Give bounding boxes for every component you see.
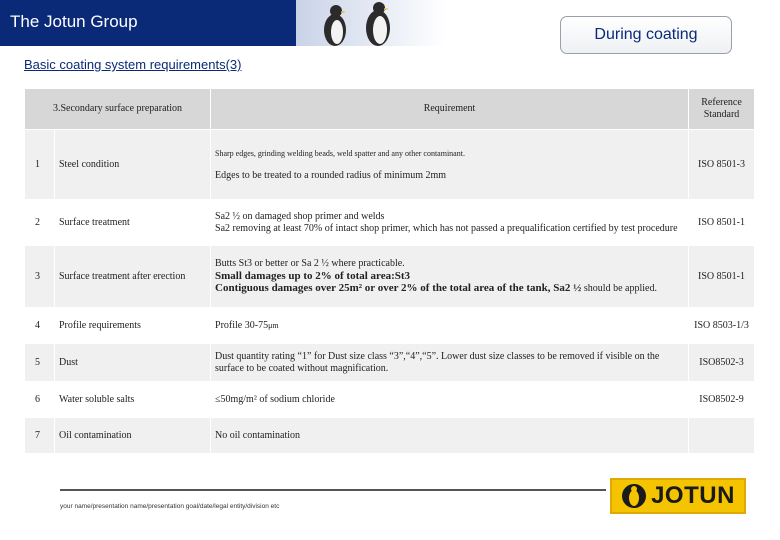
footer-divider [60,489,606,491]
row-item: Oil contamination [55,418,211,454]
row-requirement: ≤50mg/m² of sodium chloride [211,382,689,418]
table-row [25,200,755,246]
requirement-line: Butts St3 or better or Sa 2 ½ where practicable. [215,258,405,269]
requirements-table [24,88,755,454]
header-requirement: Requirement [211,89,689,130]
requirement-line: Edges to be treated to a rounded radius of minimum 2mm [215,169,447,181]
phase-label [560,16,732,54]
requirement-line: m [272,320,279,330]
row-standard: ISO8502-9 [689,382,755,418]
row-requirement: No oil contamination [211,418,689,454]
requirement-line: Contiguous damages over 25m² or over 2% of the total area of the tank, Sa2 ½ [215,282,582,294]
row-requirement [211,200,689,246]
requirement-line: Sharp edges, grinding welding beads, weld spatter and any other contaminant. [215,148,465,158]
table-row [25,130,755,200]
row-number: 7 [25,418,55,454]
row-number: 6 [25,382,55,418]
jotun-logo [610,478,746,514]
penguins-image [300,0,440,46]
table-row [25,418,755,454]
requirement-line: Sa2 ½ on damaged shop primer and welds [215,210,385,222]
row-number: 3 [25,246,55,308]
table-row [25,246,755,308]
phase-text: During coating [594,26,698,43]
header-band [0,0,296,46]
row-number: 2 [25,200,55,246]
row-requirement: Dust quantity rating “1” for Dust size class “3”,“4”,“5”. Lower dust size classes to be removed if visible on the surface to be coated without magnification. [211,344,689,382]
requirement-line: Profile 30-75 [215,319,269,331]
row-item: Profile requirements [55,308,211,344]
footer-text: your name/presentation name/presentation goal/date/legal entity/division etc [60,503,280,510]
slide-subtitle: Basic coating system requirements(3) [24,57,242,72]
row-item: Dust [55,344,211,382]
row-standard: ISO 8501-3 [689,130,755,200]
table-header-row [25,89,755,130]
row-requirement [211,246,689,308]
header-title: The Jotun Group [10,12,138,31]
row-number: 4 [25,308,55,344]
requirement-line: Sa2 removing at least 70% of intact shop primer, which has not passed a prequalification certified by test procedure [215,222,678,234]
row-requirement [211,130,689,200]
table-row [25,308,755,344]
row-standard [689,418,755,454]
requirement-line: should be applied. [581,283,657,294]
row-item: Water soluble salts [55,382,211,418]
header-preparation: 3.Secondary surface preparation [25,89,211,130]
header-standard: Reference Standard [689,89,755,130]
requirement-line: Small damages up to 2% of total area:St3 [215,270,411,282]
row-standard: ISO 8501-1 [689,246,755,308]
row-item: Surface treatment [55,200,211,246]
row-number: 5 [25,344,55,382]
row-standard: ISO 8501-1 [689,200,755,246]
row-standard: ISO 8503-1/3 [689,308,755,344]
table-row [25,382,755,418]
row-requirement [211,308,689,344]
row-item: Steel condition [55,130,211,200]
table-row [25,344,755,382]
logo-text: JOTUN [651,482,735,509]
row-item: Surface treatment after erection [55,246,211,308]
row-standard: ISO8502-3 [689,344,755,382]
requirement-line: μ [268,320,273,330]
row-number: 1 [25,130,55,200]
jotun-logo-icon [621,483,647,509]
